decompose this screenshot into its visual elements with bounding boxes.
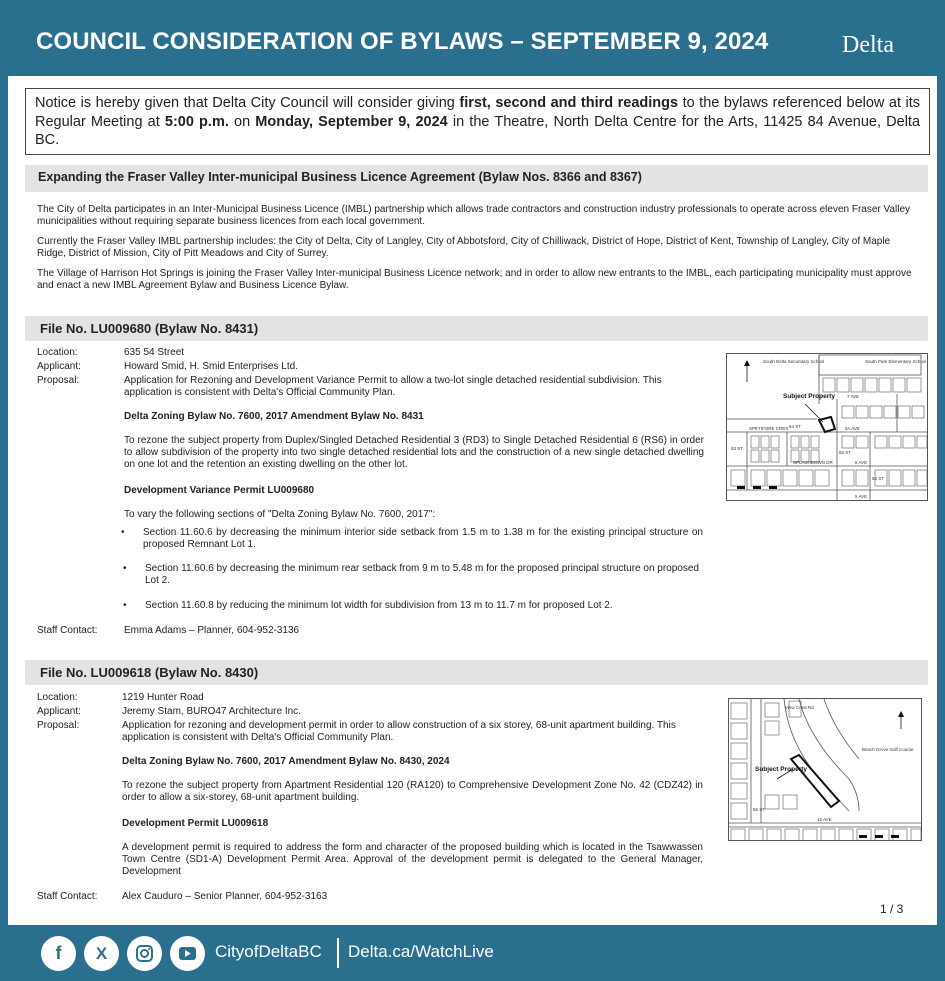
notice-box	[25, 88, 930, 155]
variance-item: • Section 11.60.6 by decreasing the minimum rear setback from 9 m to 5.48 m for the proposed principal structure on proposed Lot 2.	[123, 563, 699, 586]
notice-text: on	[228, 113, 256, 130]
section-heading-lu009618: File No. LU009618 (Bylaw No. 8430)	[25, 660, 928, 685]
map-label: 56 ST	[872, 476, 885, 481]
notice-time: 5:00 p.m.	[164, 113, 229, 130]
map-label: 5 AVE	[855, 494, 868, 499]
instagram-glyph	[127, 936, 162, 971]
notice-date: Monday, September 9, 2024	[255, 113, 448, 130]
zoning-text: To rezone the subject property from Duplex/Singled Detached Residential 3 (RD3) to Single Detached Residential 6 (RS6) in order to allow subdivision of the property into two single detached residential lots and the construction of a new single detached dwelling on one lot and the retention an existing dwelling on the other lot.	[124, 435, 704, 470]
subject-property-label: Subject Property	[755, 766, 808, 773]
map-drawing	[729, 699, 922, 841]
section-heading-imbl: Expanding the Fraser Valley Inter-municipal Business Licence Agreement (Bylaw Nos. 8366 and 8367)	[25, 165, 928, 192]
location-value: 1219 Hunter Road	[122, 692, 204, 703]
imbl-paragraph: The Village of Harrison Hot Springs is joining the Fraser Valley Inter-municipal Business Licence network; and in order to allow new entrants to the IMBL, each participating municipality must approve and enact a new IMBL Agreement Bylaw and Business Licence Bylaw.	[37, 268, 912, 291]
facebook-icon[interactable]: f	[41, 936, 76, 971]
map-label: South Delta Secondary School	[763, 359, 825, 364]
staff-contact-label: Staff Contact:	[37, 625, 98, 636]
page-number: 1 / 3	[880, 902, 904, 916]
staff-contact-label: Staff Contact:	[37, 891, 98, 902]
instagram-icon[interactable]	[127, 936, 162, 971]
zoning-text: To rezone the subject property from Apartment Residential 120 (RA120) to Comprehensive Development Zone No. 42 (CDZ42) in order to allow a six-storey, 68-unit apartment building.	[122, 780, 703, 803]
variance-item: • Section 11.60.6 by decreasing the minimum interior side setback from 1.5 m to 1.38 m for the existing principal structure on proposed Remnant Lot 1.	[121, 527, 703, 550]
applicant-label: Applicant:	[37, 361, 81, 372]
youtube-glyph	[170, 936, 205, 971]
map-label: Beach Grove Golf Course	[862, 747, 914, 752]
dvp-intro: To vary the following sections of "Delta Zoning Bylaw No. 7600, 2017":	[124, 509, 436, 520]
proposal-value: Application for rezoning and development permit in order to allow construction of a six storey, 68-unit apartment building. This application is consistent with Delta's Official Community Plan.	[122, 720, 676, 743]
location-label: Location:	[37, 692, 78, 703]
location-map-lu009618	[728, 698, 922, 841]
applicant-label: Applicant:	[37, 706, 81, 717]
subject-property-outline	[791, 755, 839, 807]
imbl-paragraph: Currently the Fraser Valley IMBL partnership includes: the City of Delta, City of Langley, City of Abbotsford, City of Chilliwack, District of Hope, District of Kent, Township of Langley, City of Maple Ridge, District of Mission, City of Pitt Meadows and City of Surrey.	[37, 236, 891, 259]
map-label: SPLASHDOWN DR	[793, 460, 833, 465]
map-label: View Crest Rd	[785, 705, 814, 710]
social-handle: CityofDeltaBC	[215, 942, 322, 961]
map-label: SPETIFORE CRES	[749, 426, 789, 431]
variance-item: • Section 11.60.8 by reducing the minimum lot width for subdivision from 13 m to 11.7 m for proposed Lot 2.	[123, 600, 613, 611]
staff-contact-value: Alex Cauduro – Senior Planner, 604-952-3163	[122, 891, 328, 902]
proposal-label: Proposal:	[37, 375, 80, 386]
proposal-value: Application for Rezoning and Development Variance Permit to allow a two-lot single detached residential subdivision. This application is consistent with Delta's Official Community Plan.	[124, 375, 662, 398]
map-label: 55 ST	[839, 450, 852, 455]
map-drawing	[727, 354, 928, 501]
staff-contact-value: Emma Adams – Planner, 604-952-3136	[124, 625, 300, 636]
location-value: 635 54 Street	[124, 347, 185, 358]
location-map-lu009680	[726, 353, 928, 501]
subject-property-label: Subject Property	[783, 393, 836, 400]
dp-heading: Development Permit LU009618	[122, 818, 269, 829]
youtube-icon[interactable]	[170, 936, 205, 971]
notice-text: to the bylaws referenced below at its Regular Meeting at	[35, 95, 921, 130]
section-heading-lu009680: File No. LU009680 (Bylaw No. 8431)	[25, 316, 928, 341]
map-label: 5A AVE	[845, 426, 860, 431]
map-label: 56 ST	[753, 807, 766, 812]
notice-text: in the Theatre, North Delta Centre for the Arts, 11425 84 Avenue, Delta BC.	[35, 113, 921, 148]
subject-property-outline	[819, 417, 835, 432]
delta-logo: Delta	[842, 32, 894, 58]
page-footer	[0, 925, 945, 981]
notice-text: Notice is hereby given that Delta City Council will consider giving	[35, 95, 460, 111]
page-header	[0, 0, 945, 76]
applicant-value: Howard Smid, H. Smid Enterprises Ltd.	[124, 361, 298, 372]
notice-readings: first, second and third readings	[459, 95, 679, 111]
watch-live-link[interactable]: Delta.ca/WatchLive	[348, 942, 494, 961]
x-twitter-icon[interactable]: X	[84, 936, 119, 971]
page-title: COUNCIL CONSIDERATION OF BYLAWS – SEPTEMBER 9, 2024	[36, 28, 769, 55]
map-label: 6 AVE	[855, 460, 868, 465]
proposal-label: Proposal:	[37, 720, 80, 731]
footer-divider	[337, 938, 339, 968]
dp-text: A development permit is required to address the form and character of the proposed building which is located in the Tsawwassen Town Centre (SD1-A) Development Permit Area. Approval of the development permit is delegated to the General Manager, Development	[122, 842, 703, 877]
map-label: South Park Elementary School	[865, 359, 927, 364]
map-label: 7 AVE	[847, 394, 860, 399]
map-label: 53 ST	[731, 446, 744, 451]
dvp-heading: Development Variance Permit LU009680	[124, 485, 315, 496]
applicant-value: Jeremy Stam, BURO47 Architecture Inc.	[122, 706, 301, 717]
location-label: Location:	[37, 347, 78, 358]
document-page	[8, 76, 937, 925]
zoning-heading: Delta Zoning Bylaw No. 7600, 2017 Amendment Bylaw No. 8430, 2024	[122, 756, 450, 767]
map-label: 12 AVE	[817, 817, 832, 822]
map-label: 54 ST	[789, 424, 802, 429]
imbl-paragraph: The City of Delta participates in an Inter-Municipal Business Licence (IMBL) partnership which allows trade contractors and construction industry professionals to operate across eleven Fraser Valley municipalities without requiring separate business licences from each local government.	[37, 204, 911, 227]
zoning-heading: Delta Zoning Bylaw No. 7600, 2017 Amendment Bylaw No. 8431	[124, 411, 424, 422]
